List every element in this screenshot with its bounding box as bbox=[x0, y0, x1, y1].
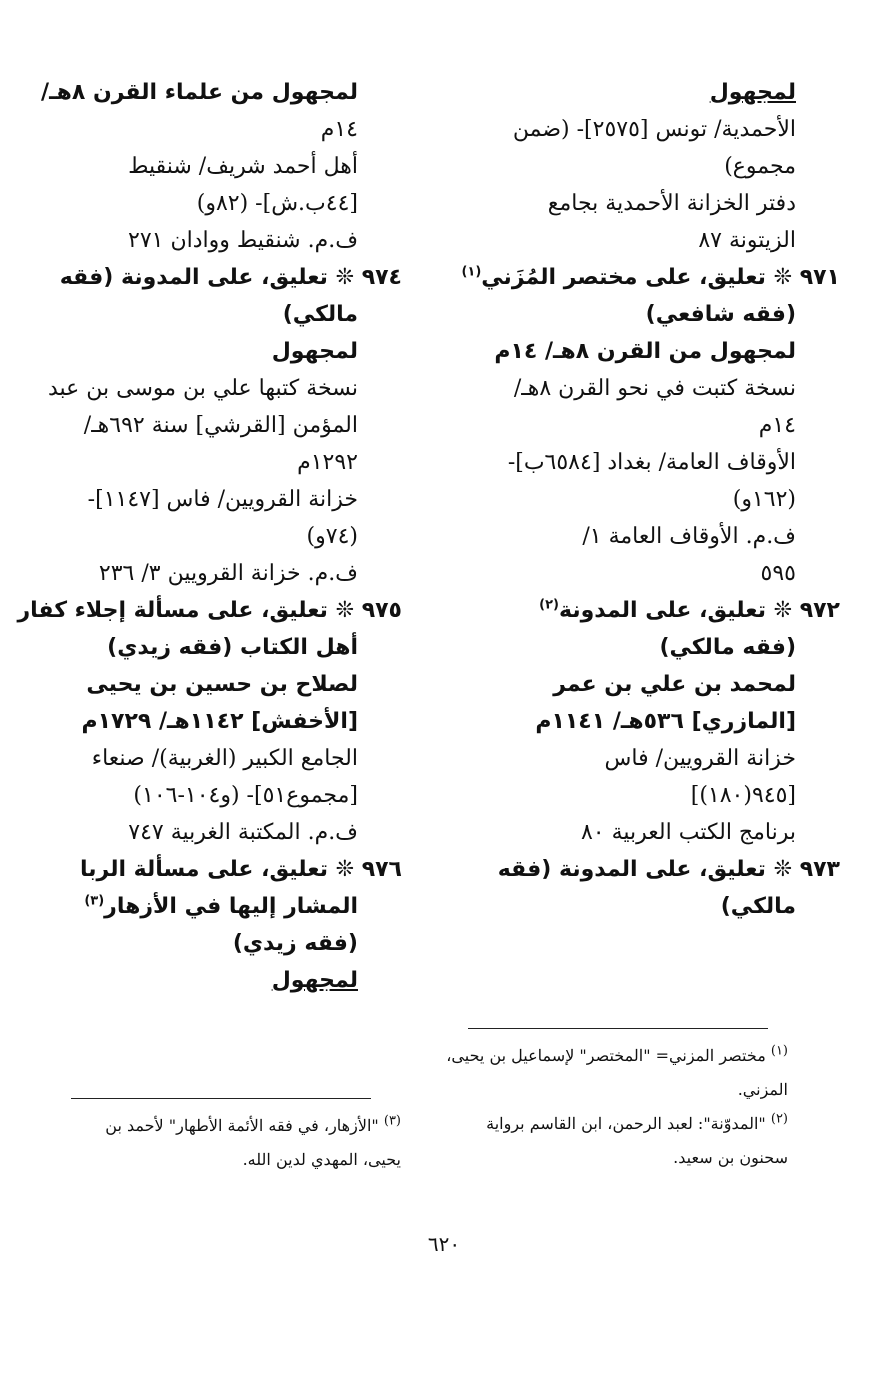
line-text: ٩٧١ ❊ تعليق، على مختصر المُزَني bbox=[481, 265, 840, 290]
line-text: ف.م. خزانة القرويين ٣/ ٢٣٦ bbox=[98, 561, 358, 586]
footnote-reference: (١) bbox=[461, 264, 482, 280]
line-text: مالكي) bbox=[282, 302, 358, 327]
text-line bbox=[461, 555, 796, 592]
footnote-text: يحيى، المهدي لدين الله. bbox=[242, 1150, 401, 1169]
line-text: لمجهول bbox=[709, 80, 796, 105]
text-line bbox=[461, 666, 796, 703]
line-text: (فقه مالكي) bbox=[659, 635, 796, 660]
footnote-text: "الأزهار، في فقه الأئمة الأطهار" لأحمد بن bbox=[105, 1116, 379, 1135]
footnote-reference: (٢) bbox=[539, 597, 559, 613]
line-text: المشار إليها في الأزهار bbox=[104, 894, 358, 919]
text-line bbox=[68, 740, 358, 777]
line-text: ١٤م bbox=[758, 413, 796, 438]
entry-heading bbox=[461, 592, 840, 629]
footnote-text: "المدوّنة": لعبد الرحمن، ابن القاسم برواية bbox=[486, 1114, 766, 1133]
line-text: ف.م. شنقيط ووادان ٢٧١ bbox=[128, 228, 358, 253]
text-line bbox=[461, 888, 796, 925]
footnote-line bbox=[468, 1107, 788, 1141]
line-text: ٥٩٥ bbox=[760, 561, 796, 586]
text-line bbox=[68, 481, 358, 518]
footnote-separator bbox=[71, 1098, 371, 1099]
line-text: ٩٧٣ ❊ تعليق، على المدونة (فقه bbox=[497, 857, 840, 882]
text-line bbox=[461, 703, 796, 740]
line-text: خزانة القرويين/ فاس [١١٤٧]- bbox=[87, 487, 358, 512]
right-footnotes bbox=[446, 1028, 788, 1175]
text-line bbox=[461, 740, 796, 777]
text-line bbox=[47, 370, 358, 407]
text-line bbox=[461, 111, 796, 148]
footnote-line bbox=[446, 1039, 788, 1073]
text-line bbox=[461, 148, 796, 185]
text-line bbox=[68, 777, 358, 814]
text-line bbox=[68, 407, 358, 444]
line-text: مجموع) bbox=[724, 154, 796, 179]
line-text: [المازري] ٥٣٦هـ/ ١١٤١م bbox=[535, 709, 796, 734]
text-line bbox=[461, 407, 796, 444]
footnote-line bbox=[71, 1109, 401, 1143]
line-text: (١٦٢و) bbox=[732, 487, 796, 512]
line-text: لمجهول bbox=[271, 339, 358, 364]
text-line bbox=[461, 296, 796, 333]
text-line bbox=[68, 148, 358, 185]
line-text: ٩٧٤ ❊ تعليق، على المدونة (فقه bbox=[59, 265, 402, 290]
footnote-text: المزني. bbox=[737, 1080, 788, 1099]
text-line bbox=[68, 703, 358, 740]
footnote-line bbox=[468, 1073, 788, 1107]
line-text: دفتر الخزانة الأحمدية بجامع bbox=[547, 191, 796, 216]
line-text: المؤمن [القرشي] سنة ٦٩٢هـ/ bbox=[83, 413, 358, 438]
text-line bbox=[68, 333, 358, 370]
line-text: الجامع الكبير (الغربية)/ صنعاء bbox=[91, 746, 358, 771]
line-text: الأحمدية/ تونس [٢٥٧٥]- (ضمن bbox=[512, 117, 796, 142]
text-line bbox=[461, 185, 796, 222]
line-text: لصلاح بن حسين بن يحيى bbox=[86, 672, 358, 697]
left-footnotes bbox=[71, 1098, 401, 1177]
line-text: برنامج الكتب العربية ٨٠ bbox=[580, 820, 796, 845]
text-line bbox=[461, 444, 796, 481]
text-line bbox=[461, 333, 796, 370]
line-text: ف.م. الأوقاف العامة ١/ bbox=[582, 524, 796, 549]
line-text: لمجهول من القرن ٨هـ/ ١٤م bbox=[494, 339, 796, 364]
line-text: ١٤م bbox=[320, 117, 358, 142]
line-text: (فقه زيدي) bbox=[232, 931, 358, 956]
text-line bbox=[461, 629, 796, 666]
line-text: [الأخفش] ١١٤٢هـ/ ١٧٢٩م bbox=[81, 709, 358, 734]
text-line bbox=[461, 518, 796, 555]
text-line bbox=[68, 666, 358, 703]
text-line bbox=[68, 185, 358, 222]
line-text: مالكي) bbox=[720, 894, 796, 919]
footnote-reference: (٣) bbox=[84, 893, 105, 909]
line-text: الزيتونة ٨٧ bbox=[698, 228, 796, 253]
footnote-mark: (٣) bbox=[383, 1113, 401, 1129]
entry-heading bbox=[461, 851, 840, 888]
text-line bbox=[68, 555, 358, 592]
footnote-text: سحنون بن سعيد. bbox=[673, 1148, 788, 1167]
line-text: [٤٤ب.ش]- (٨٢و) bbox=[196, 191, 358, 216]
text-line bbox=[68, 629, 358, 666]
right-text-column bbox=[461, 74, 840, 925]
text-line bbox=[461, 74, 796, 111]
line-text: الأوقاف العامة/ بغداد [٦٥٨٤ب]- bbox=[507, 450, 796, 475]
entry-heading bbox=[17, 592, 402, 629]
line-text: ١٢٩٢م bbox=[297, 450, 358, 475]
text-line bbox=[68, 888, 358, 925]
footnote-separator bbox=[468, 1028, 768, 1029]
line-text: نسخة كتبها علي بن موسى بن عبد bbox=[47, 376, 358, 401]
text-line bbox=[461, 370, 796, 407]
text-line bbox=[461, 777, 796, 814]
footnote-mark: (٢) bbox=[770, 1111, 788, 1127]
line-text: ٩٧٢ ❊ تعليق، على المدونة bbox=[559, 598, 840, 623]
footnote-text: مختصر المزني= "المختصر" لإسماعيل بن يحيى، bbox=[446, 1046, 766, 1065]
footnote-line bbox=[468, 1141, 788, 1175]
line-text: (فقه شافعي) bbox=[645, 302, 796, 327]
text-line bbox=[68, 518, 358, 555]
text-line bbox=[68, 444, 358, 481]
footnote-mark: (١) bbox=[770, 1043, 788, 1059]
text-line bbox=[68, 962, 358, 999]
line-text: [مجموع٥١]- (و١٠٤-١٠٦) bbox=[133, 783, 358, 808]
line-text: ٩٧٦ ❊ تعليق، على مسألة الربا bbox=[80, 857, 402, 882]
line-text: لمجهول bbox=[271, 968, 358, 993]
line-text: ف.م. المكتبة الغربية ٧٤٧ bbox=[128, 820, 358, 845]
page-number: ٦٢٠ bbox=[427, 1232, 461, 1256]
line-text: أهل الكتاب (فقه زيدي) bbox=[107, 635, 358, 660]
text-line bbox=[461, 481, 796, 518]
text-line bbox=[68, 111, 358, 148]
line-text: [٩٤٥(١٨٠)] bbox=[690, 783, 796, 808]
line-text: ٩٧٥ ❊ تعليق، على مسألة إجلاء كفار bbox=[17, 598, 402, 623]
line-text: لمحمد بن علي بن عمر bbox=[553, 672, 796, 697]
text-line bbox=[68, 814, 358, 851]
line-text: أهل أحمد شريف/ شنقيط bbox=[128, 154, 358, 179]
text-line bbox=[461, 814, 796, 851]
entry-heading bbox=[59, 259, 402, 296]
line-text: خزانة القرويين/ فاس bbox=[604, 746, 796, 771]
entry-heading bbox=[68, 851, 402, 888]
footnote-line bbox=[71, 1143, 401, 1177]
text-line bbox=[68, 296, 358, 333]
text-line bbox=[68, 222, 358, 259]
line-text: نسخة كتبت في نحو القرن ٨هـ/ bbox=[513, 376, 796, 401]
text-line bbox=[41, 74, 358, 111]
text-line bbox=[461, 222, 796, 259]
text-line bbox=[68, 925, 358, 962]
line-text: لمجهول من علماء القرن ٨هـ/ bbox=[41, 80, 358, 105]
entry-heading bbox=[461, 259, 840, 296]
line-text: (٧٤و) bbox=[306, 524, 358, 549]
left-text-column bbox=[17, 74, 402, 999]
